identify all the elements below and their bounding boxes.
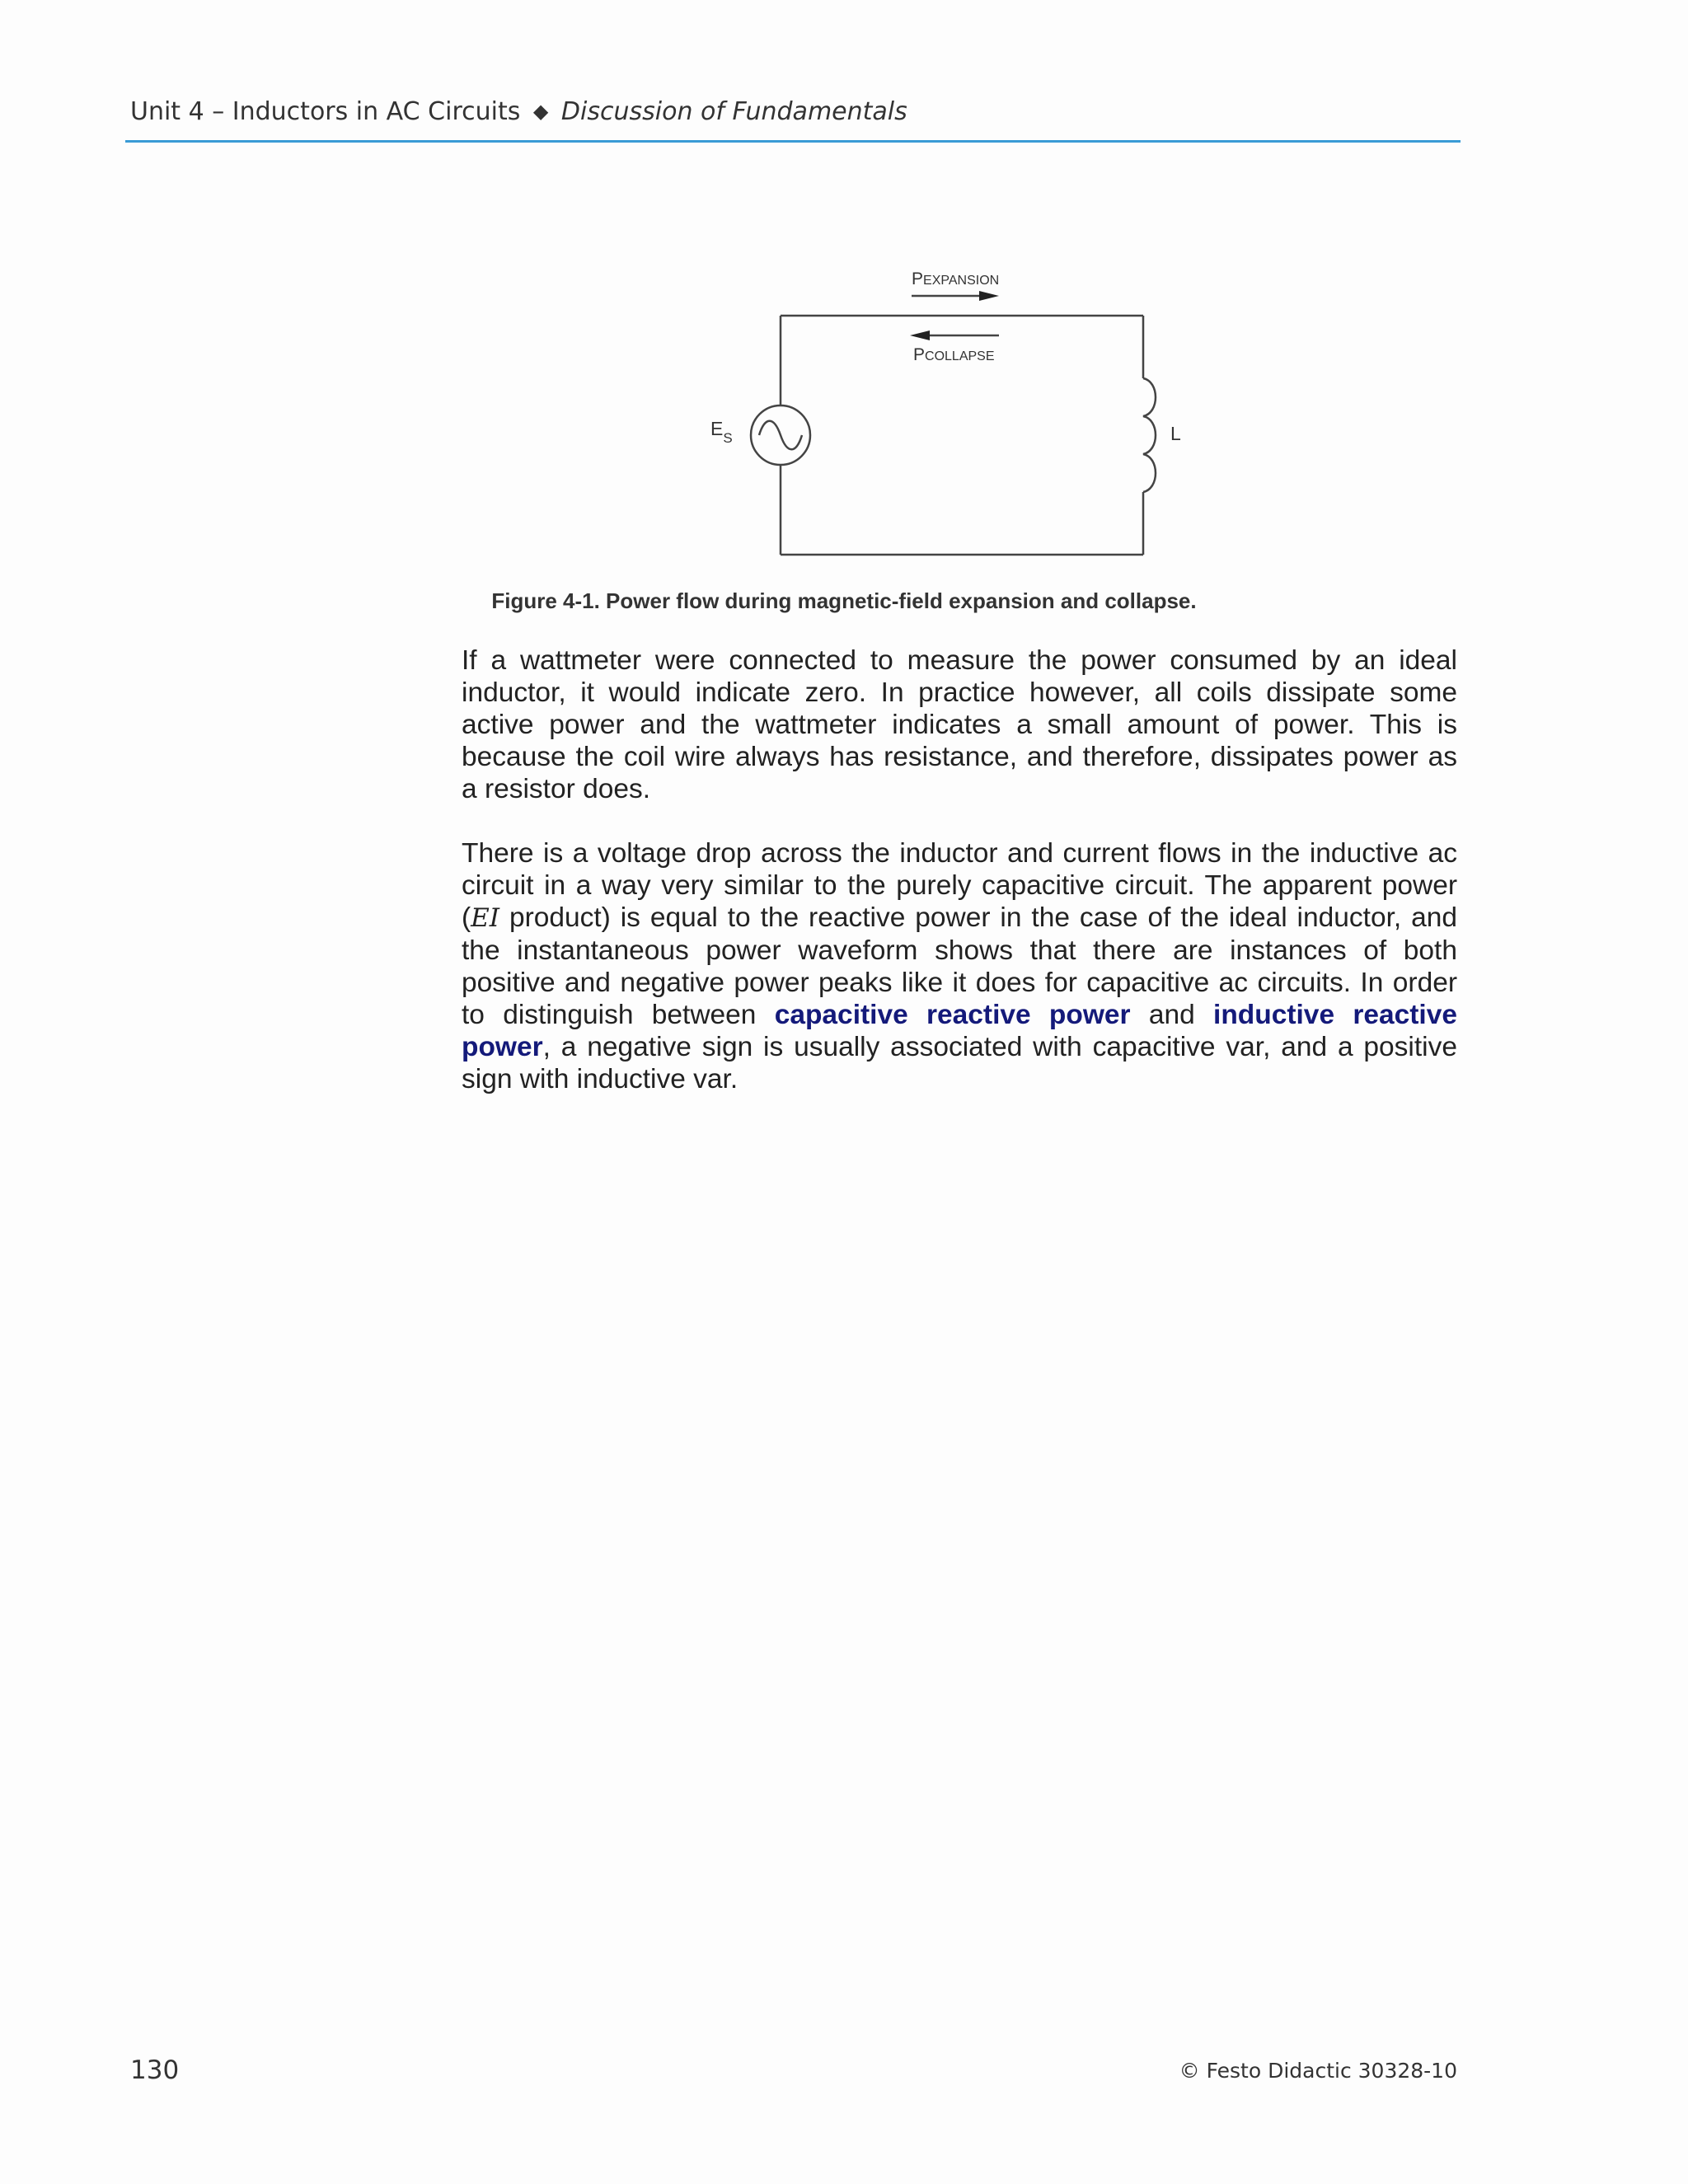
body-text [462, 644, 1457, 1127]
term-inductive-reactive-power: inductive reactive power [462, 1000, 1457, 1062]
p-expansion-label: PEXPANSION [912, 269, 1000, 288]
collapse-arrow-head [910, 330, 930, 340]
inductor-coil [1143, 378, 1156, 492]
circuit-diagram [0, 0, 1688, 626]
page-number: 130 [130, 2055, 180, 2085]
source-label: $E_S$ [710, 418, 733, 446]
ei-math: EI [471, 903, 500, 933]
unit-title: Unit 4 – Inductors in AC Circuits [130, 97, 521, 126]
copyright-notice: © Festo Didactic 30328-10 [1179, 2059, 1457, 2083]
paragraph-2: There is a voltage drop across the inductor and current flows in the inductive ac circuit in a way very similar to the purely capacitive circuit. The apparent power (EI product) is equal to the reactive power in the case of the ideal inductor, and the instantaneous power waveform shows that there are instances of both positive and negative power peaks like it does for capacitive ac circuits. In order to distinguish between capacitive reactive power and inductive reactive power, a negative sign is usually associated with capacitive var, and a positive sign with inductive var. [462, 838, 1457, 1094]
paragraph-1: If a wattmeter were connected to measure the power consumed by an ideal inductor, it would indicate zero. In practice however, all coils dissipate some active power and the wattmeter indicates a small amount of power. This is because the coil wire always has resistance, and therefore, dissipates power as a resistor does. [462, 645, 1457, 804]
p-collapse-label: PCOLLAPSE [913, 345, 995, 364]
inductor-label: L [1170, 423, 1181, 444]
section-title: Discussion of Fundamentals [560, 97, 907, 126]
sine-wave-icon [759, 421, 802, 450]
diamond-icon: ◆ [532, 100, 549, 123]
term-capacitive-reactive-power: capacitive reactive power [774, 1000, 1131, 1030]
expansion-arrow-head [979, 291, 999, 301]
figure-caption: Figure 4-1. Power flow during magnetic-field expansion and collapse. [491, 588, 1197, 613]
